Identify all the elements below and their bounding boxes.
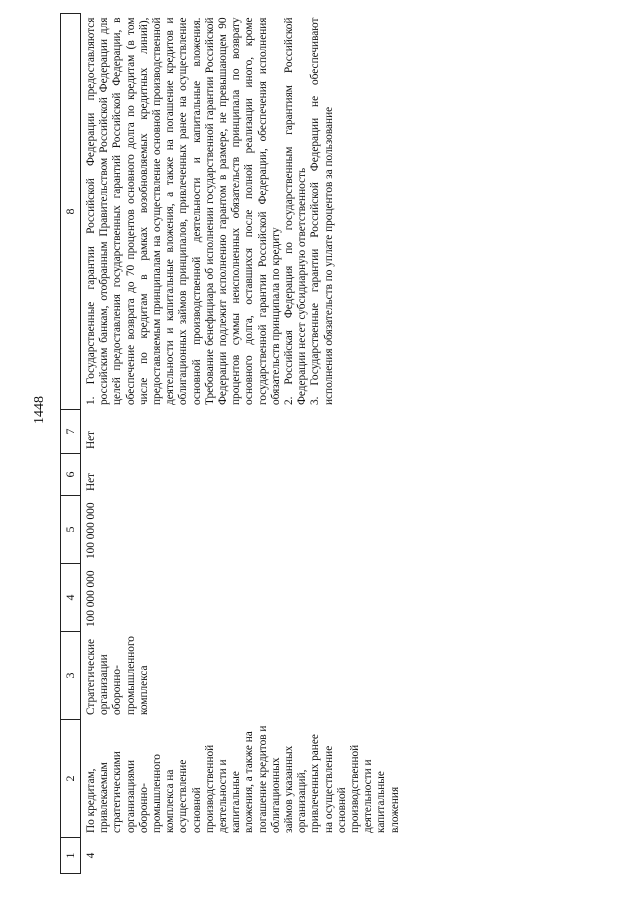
column-number-5: 5	[61, 496, 81, 564]
column-number-2: 2	[61, 720, 81, 838]
column-6-value: Нет	[85, 472, 97, 491]
column-number-6: 6	[61, 454, 81, 496]
condition-paragraph-3: 3. Государственные гарантии Российской Федерации не обеспечивают исполнения обязательств по уплате процентов за пользование	[309, 17, 335, 405]
total-guarantee-amount: 100 000 000	[85, 570, 97, 627]
column-number-7: 7	[61, 410, 81, 454]
row-number: 4	[85, 852, 97, 859]
guarantee-amount: 100 000 000	[85, 502, 97, 559]
column-number-4: 4	[61, 564, 81, 632]
column-number-1: 1	[61, 838, 81, 874]
guarantee-table	[60, 13, 402, 874]
rotated-page-content	[60, 14, 608, 874]
table-row	[81, 14, 402, 874]
column-number-8: 8	[61, 14, 81, 410]
column-7-value: Нет	[85, 430, 97, 449]
principal-category: Стратегические организации оборонно-промышленного комплекса	[85, 636, 150, 715]
condition-paragraph-2: 2. Российская Федерация по государственным гарантиям Российской Федерации несет субсидиарную ответственность	[283, 17, 309, 405]
page-number	[20, 390, 60, 430]
condition-paragraph-1: 1. Государственные гарантии Российской Федерации предоставляются российским банкам, отобранным Правительством Российской Федерации для целей предоставления государственных гарантий Российской Федерации, в обеспечение возврата до 70 процентов основного долга по кредитам (в том числе по кредитам в рамках возобновляемых кредитных линий), предоставляемым принципалам на осуществление основной производственной деятельности и капитальные вложения, а также на погашение кредитов и облигационных займов принципалов, привлеченных ранее на осуществление основной производственной деятельности и капитальные вложения. Требование бенефициара об исполнении государственной гарантии Российской Федерации подлежит исполнению гарантом в размере, не превышающем 90 процентов суммы неисполненных обязательств принципала по возврату основного долга, оставшихся после полной реализации иного, кроме государственной гарантии Российской Федерации, обеспечения исполнения обязательств принципала по кредиту	[85, 17, 282, 405]
guarantee-purpose: По кредитам, привлекаемым стратегическими организациями оборонно-промышленного комплекса на осуществление основной производственной деятельности и капитальные вложения, а также на погашение кредитов и облигационных займов указанных организаций, привлеченных ранее на осуществление основной производственной деятельности и капитальные вложения	[85, 725, 401, 833]
column-number-3: 3	[61, 632, 81, 720]
page-number-text: 1448	[32, 396, 47, 424]
guarantee-conditions	[81, 14, 402, 410]
column-number-header-row	[61, 14, 81, 874]
